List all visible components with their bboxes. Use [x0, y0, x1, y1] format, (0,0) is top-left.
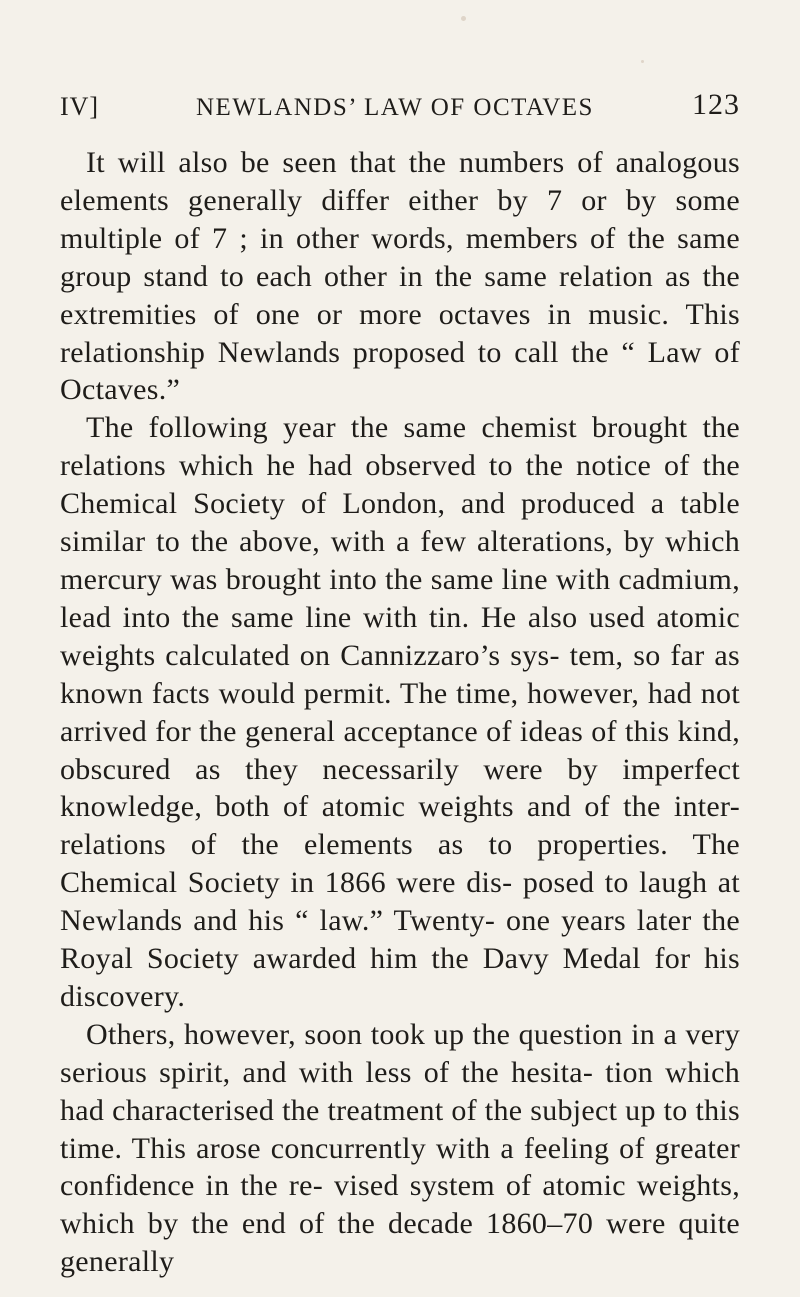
paragraph: The following year the same chemist brought the relations which he had observed to the notice of the Chemical Society of London, and produced a table similar to the above, with a few alterations, by which mercury was brought into the same line with cadmium, lead into the same line with tin. He also used atomic weights calculated on Cannizzaro’s sys- tem, so far as known facts would permit. The time, however, had not arrived for the general acceptance of ideas of this kind, obscured as they necessarily were by imperfect knowledge, both of atomic weights and of the inter-relations of the elements as to properties. The Chemical Society in 1866 were dis- posed to laugh at Newlands and his “ law.” Twenty- one years later the Royal Society awarded him the Davy Medal for his discovery.: [60, 411, 740, 1013]
body-text: [60, 144, 740, 1281]
paper-speck: [641, 60, 644, 63]
page-number: 123: [692, 88, 740, 121]
running-head: [60, 88, 740, 132]
paper-speck: [461, 16, 466, 21]
running-head-title: NEWLANDS’ LAW OF OCTAVES: [196, 94, 594, 121]
chapter-mark: IV]: [60, 92, 100, 121]
paragraph: It will also be seen that the numbers of analogous elements generally differ either by 7 or by some multiple of 7 ; in other words, members of the same group stand to each other in the same relation as the extremities of one or more octaves in music. This relationship Newlands proposed to call the “ Law of Octaves.”: [60, 146, 740, 407]
paragraph: Others, however, soon took up the question in a very serious spirit, and with less of the hesita- tion which had characterised the treatment of the subject up to this time. This arose concurrently with a feeling of greater confidence in the re- vised system of atomic weights, which by the end of the decade 1860–70 were quite generally: [60, 1017, 740, 1279]
